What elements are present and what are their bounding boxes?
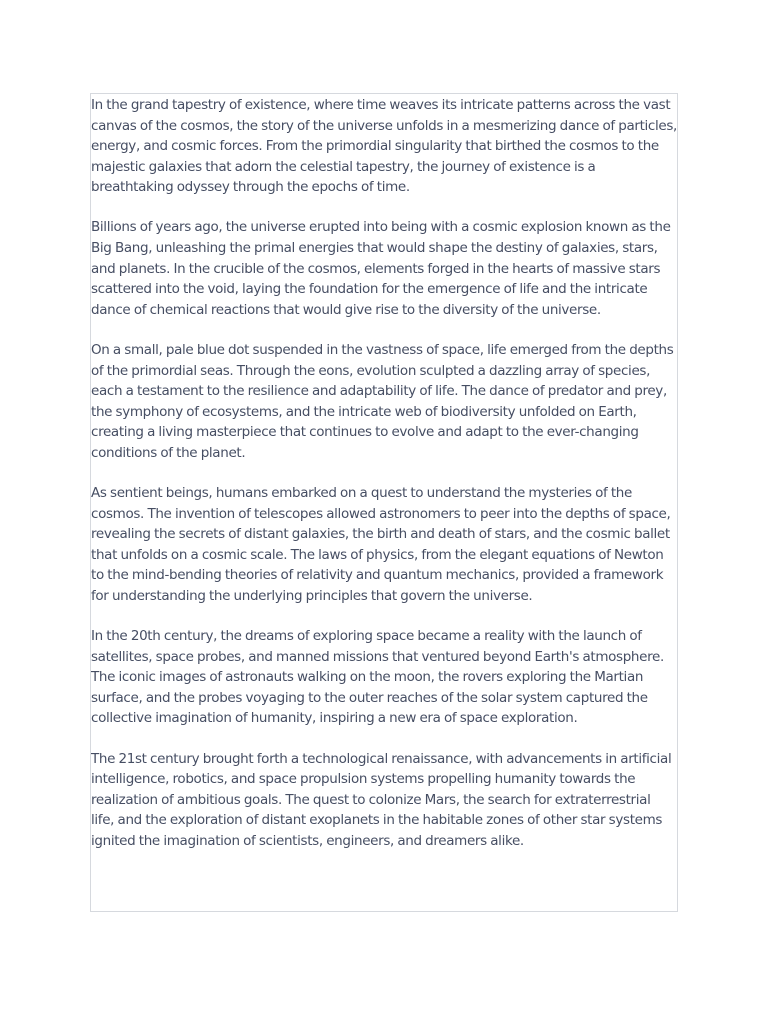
paragraph-space-age: In the 20th century, the dreams of exploring space became a reality with the launch of satellites, space probes, and manned missions that ventured beyond Earth's atmosphere. The iconic images of astronauts walking on the moon, the rovers exploring the Martian surface, and the probes voyaging to the outer reaches of the solar system captured the collective imagination of humanity, inspiring a new era of space exploration. <box>91 628 664 727</box>
paragraph-human-inquiry: As sentient beings, humans embarked on a quest to understand the mysteries of the cosmos. The invention of telescopes allowed astronomers to peer into the depths of space, revealing the secrets of distant galaxies, the birth and death of stars, and the cosmic ballet that unfolds on a cosmic scale. The laws of physics, from the elegant equations of Newton to the mind-bending theories of relativity and quantum mechanics, provided a framework for understanding the underlying principles that govern the universe. <box>91 485 671 604</box>
document-text-box <box>90 93 678 912</box>
paragraph-big-bang: Billions of years ago, the universe erupted into being with a cosmic explosion known as the Big Bang, unleashing the primal energies that would shape the destiny of galaxies, stars, and planets. In the crucible of the cosmos, elements forged in the hearts of massive stars scattered into the void, laying the foundation for the emergence of life and the intricate dance of chemical reactions that would give rise to the diversity of the universe. <box>91 219 671 318</box>
paragraph-life-on-earth: On a small, pale blue dot suspended in the vastness of space, life emerged from the depths of the primordial seas. Through the eons, evolution sculpted a dazzling array of species, each a testament to the resilience and adaptability of life. The dance of predator and prey, the symphony of ecosystems, and the intricate web of biodiversity unfolded on Earth, creating a living masterpiece that continues to evolve and adapt to the ever-changing conditions of the planet. <box>91 341 674 461</box>
paragraph-21st-century: The 21st century brought forth a technological renaissance, with advancements in artificial intelligence, robotics, and space propulsion systems propelling humanity towards the realization of ambitious goals. The quest to colonize Mars, the search for extraterrestrial life, and the exploration of distant exoplanets in the habitable zones of other star systems ignited the imagination of scientists, engineers, and dreamers alike. <box>91 750 672 849</box>
paragraph-origins: In the grand tapestry of existence, where time weaves its intricate patterns across the vast canvas of the cosmos, the story of the universe unfolds in a mesmerizing dance of particles, energy, and cosmic forces. From the primordial singularity that birthed the cosmos to the majestic galaxies that adorn the celestial tapestry, the journey of existence is a breathtaking odyssey through the epochs of time. <box>91 97 677 196</box>
